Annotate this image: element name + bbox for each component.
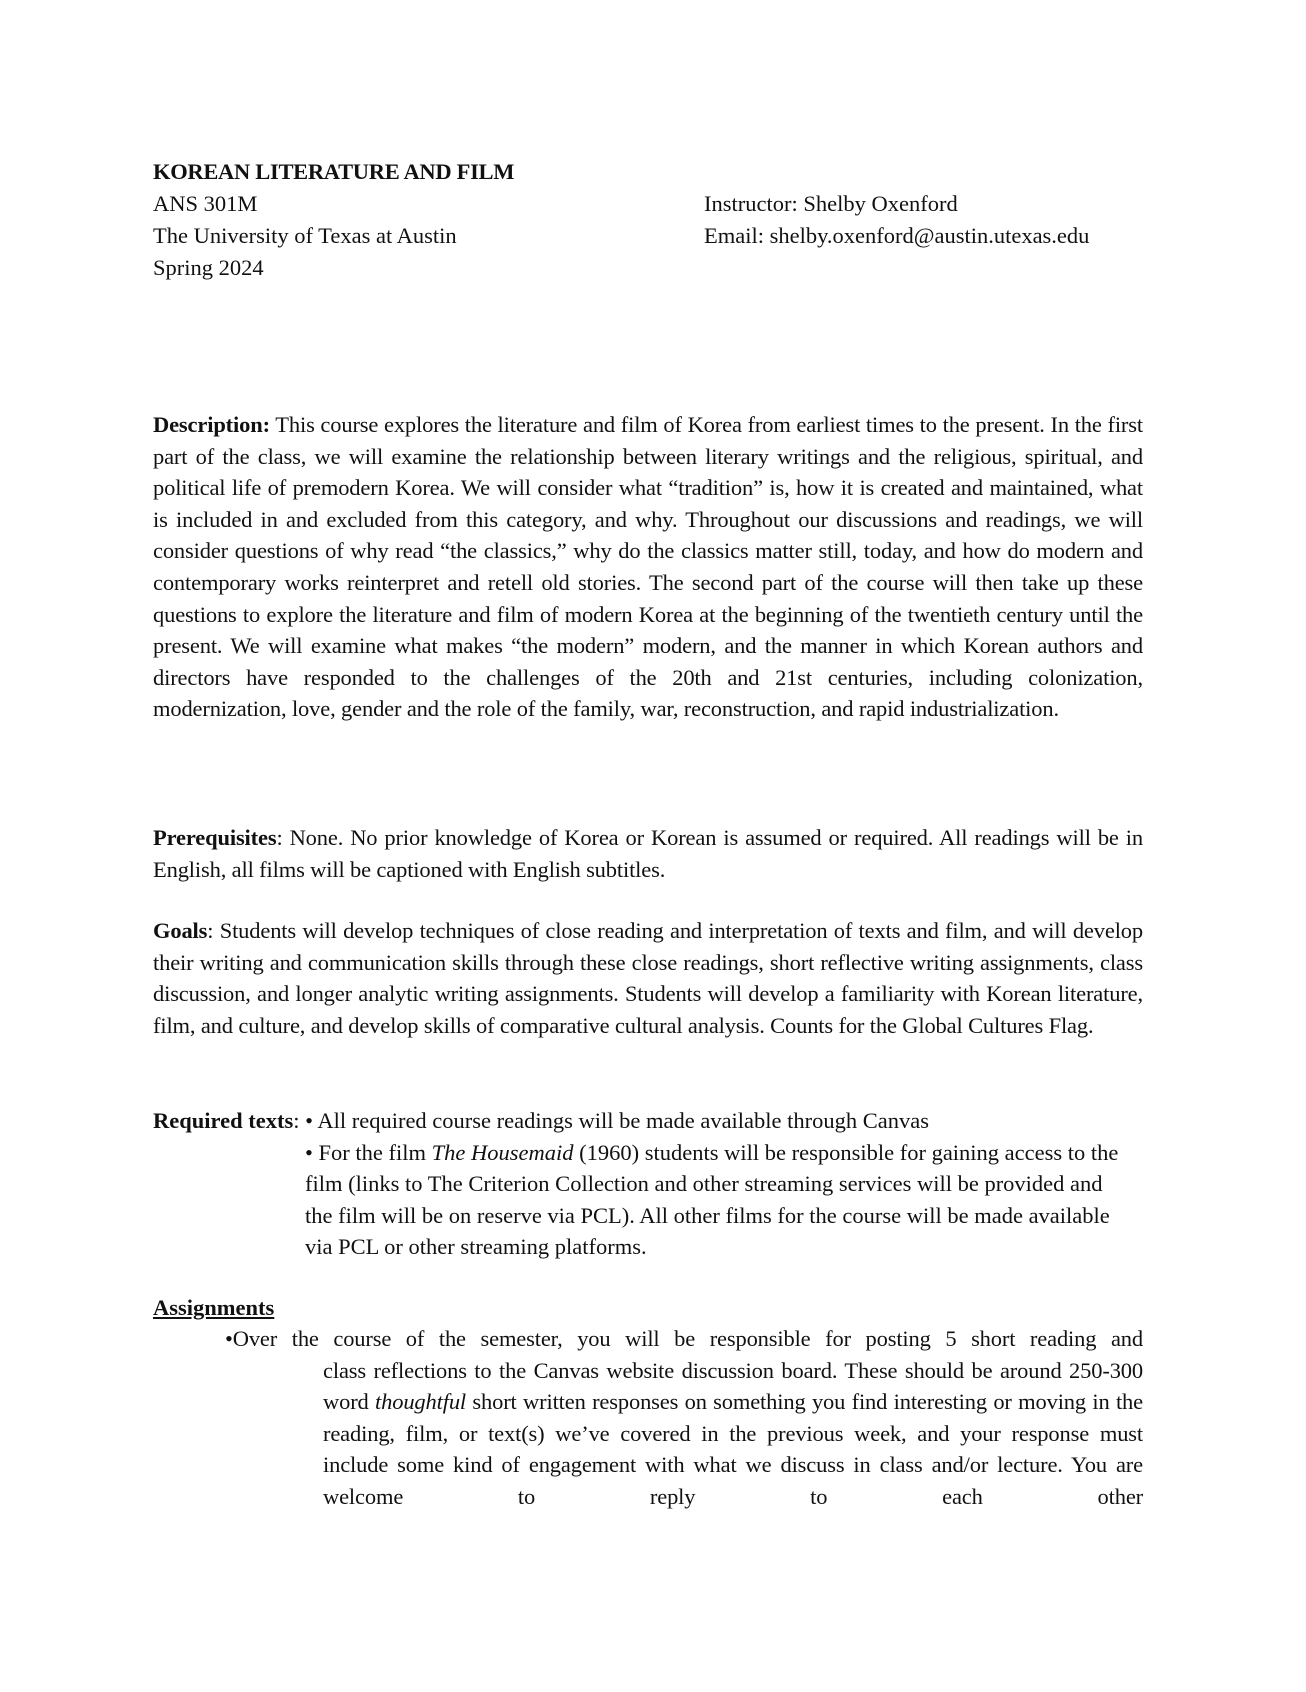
instructor-name: Instructor: Shelby Oxenford: [704, 191, 958, 216]
required-texts-item-readings: [153, 1105, 1143, 1137]
university-name: The University of Texas at Austin: [153, 223, 457, 248]
assignment-item-continuation: [323, 1355, 1143, 1513]
prerequisites-text: : None. No prior knowledge of Korea or Korean is assumed or required. All readings will be in English, all films will be captioned with English subtitles.: [153, 825, 1143, 882]
goals-text: : Students will develop techniques of close reading and interpretation of texts and film, and will develop their writing and communication skills through these close readings, short reflective writing assignments, class discussion, and longer analytic writing assignments. Students will develop a familiarity with Korean literature, film, and culture, and develop skills of comparative cultural analysis. Counts for the Global Cultures Flag.: [153, 918, 1143, 1038]
description-label: Description:: [153, 412, 270, 437]
term: Spring 2024: [153, 255, 264, 280]
course-info: [153, 188, 457, 284]
required-texts-section: [153, 1105, 1143, 1263]
course-code: ANS 301M: [153, 191, 258, 216]
description-text: This course explores the literature and film of Korea from earliest times to the present. In the first part of the class, we will examine the relationship between literary writings and the religious, spiritual, and political life of premodern Korea. We will consider what “tradition” is, how it is created and maintained, what is included in and excluded from this category, and why. Throughout our discussions and readings, we will consider questions of why read “the classics,” why do the classics matter still, today, and how do modern and contemporary works reinterpret and retell old stories. The second part of the course will then take up these questions to explore the literature and film of modern Korea at the beginning of the twentieth century until the present. We will examine what makes “the modern” modern, and the manner in which Korean authors and directors have responded to the challenges of the 20th and 21st centuries, including colonization, modernization, love, gender and the role of the family, war, reconstruction, and rapid industrialization.: [153, 412, 1143, 722]
required-texts-label: Required texts: [153, 1108, 294, 1133]
assignment-emphasis: thoughtful: [375, 1389, 467, 1415]
assignment-item: [225, 1323, 1143, 1513]
instructor-email: Email: shelby.oxenford@austin.utexas.edu: [704, 223, 1090, 248]
assignments-heading: Assignments: [153, 1295, 275, 1320]
film-title: The Housemaid: [431, 1139, 574, 1165]
assignment-rest-prefix: class reflections to the Canvas website discussion board. These should be around 250-300 word: [323, 1357, 1143, 1415]
film-item-suffix: (1960) students will be responsible for gaining access to the film (links to The Criterion Collection and other streaming services will be provided and the film will be on reserve via PCL). All other films for the course will be made available via PCL or other streaming platforms.: [305, 1139, 1119, 1260]
prerequisites-label: Prerequisites: [153, 825, 277, 850]
prerequisites-section: [153, 822, 1143, 885]
syllabus-header: [153, 156, 1143, 280]
required-texts-item1-text: : • All required course readings will be made available through Canvas: [293, 1108, 930, 1133]
description-section: [153, 409, 1143, 725]
assignment-item-first-line: •Over the course of the semester, you will be responsible for posting 5 short reading and: [225, 1326, 1143, 1351]
assignment-rest-suffix: short written responses on something you find interesting or moving in the reading, film, or text(s) we’ve covered in the previous week, and your response must include some kind of engagement with what we discuss in class and/or lecture. You are welcome to reply to each other: [323, 1389, 1143, 1509]
film-item-prefix: • For the film: [305, 1139, 432, 1165]
instructor-info: [704, 188, 1089, 252]
course-title: KOREAN LITERATURE AND FILM: [153, 159, 515, 184]
required-texts-item-film: [305, 1137, 1125, 1263]
goals-label: Goals: [153, 918, 208, 943]
goals-section: [153, 915, 1143, 1041]
